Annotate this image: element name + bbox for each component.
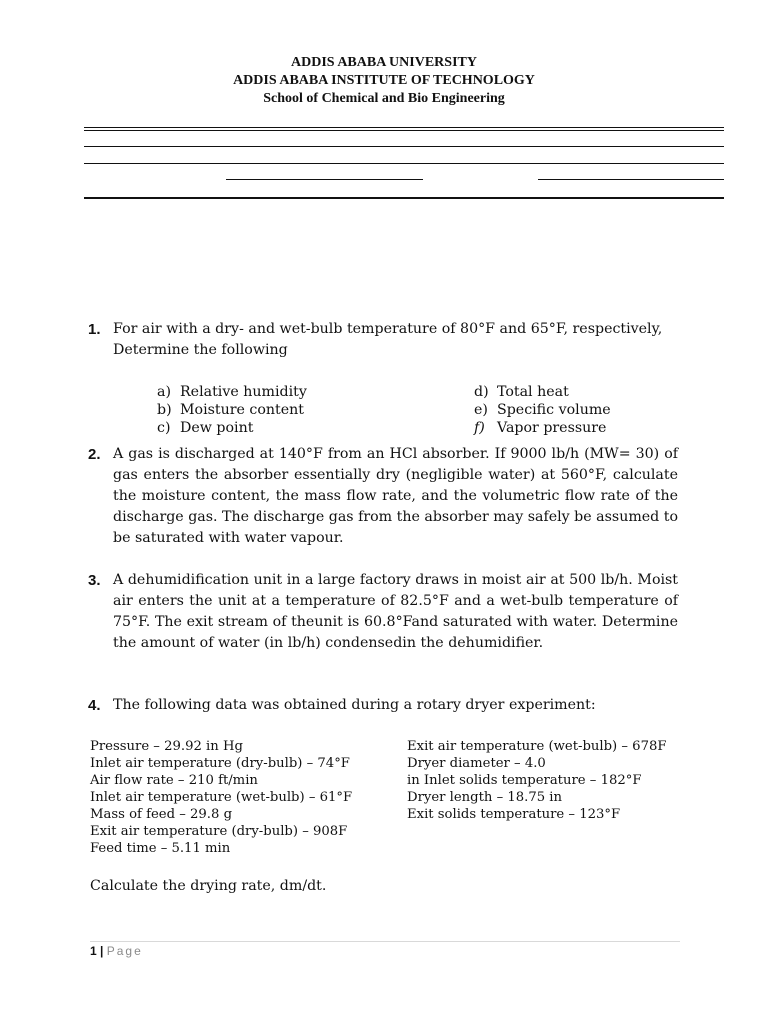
- data-item: Inlet air temperature (wet-bulb) – 61°F: [90, 790, 353, 805]
- question-text: The following data was obtained during a rotary dryer experiment:: [113, 697, 596, 713]
- school-name: School of Chemical and Bio Engineering: [263, 91, 505, 106]
- page-separator: |: [100, 944, 104, 958]
- question-1-part-e: e) Specific volume: [474, 402, 611, 418]
- page-word: Page: [106, 944, 143, 958]
- document-header: [0, 54, 768, 108]
- data-item: Exit solids temperature – 123°F: [407, 807, 621, 822]
- data-item: Pressure – 29.92 in Hg: [90, 739, 243, 754]
- data-item: Mass of feed – 29.8 g: [90, 807, 233, 822]
- data-item: Air flow rate – 210 ft/min: [90, 773, 258, 788]
- question-text: A dehumidification unit in a large factory draws in moist air at 500 lb/h. Moist air enters the unit at a temperature of 82.5°F and a wet-bulb temperature of 75°F. The exit stream of theunit is 60.8°Fand saturated with water. Determine the amount of water (in lb/h) condensedin the dehumidifier.: [113, 572, 678, 651]
- question-1-part-b: b) Moisture content: [157, 402, 304, 418]
- data-item: Inlet air temperature (dry-bulb) – 74°F: [90, 756, 350, 771]
- question-1-part-c: c) Dew point: [157, 420, 254, 436]
- experiment-data-right: [407, 738, 667, 823]
- question-1-part-d: d) Total heat: [474, 384, 569, 400]
- header-double-rule-top: [84, 127, 724, 128]
- question-text: A gas is discharged at 140°F from an HCl absorber. If 9000 lb/h (MW= 30) of gas enters the absorber essentially dry (negligible water) at 560°F, calculate the moisture content, the mass flow rate, and the volumetric flow rate of the discharge gas. The discharge gas from the absorber may safely be assumed to be saturated with water vapour.: [113, 446, 679, 546]
- question-number: 3.: [88, 572, 101, 589]
- experiment-data-left: [90, 738, 352, 857]
- question-1-part-a: a) Relative humidity: [157, 384, 307, 400]
- header-rule-2: [84, 146, 724, 147]
- question-1-part-f: f) Vapor pressure: [474, 420, 607, 436]
- id-blank-line: [538, 179, 724, 180]
- institute-name: ADDIS ABABA INSTITUTE OF TECHNOLOGY: [233, 73, 535, 88]
- header-double-rule-bottom: [84, 130, 724, 131]
- data-item: in Inlet solids temperature – 182°F: [407, 773, 642, 788]
- page-footer: [90, 944, 143, 958]
- data-item: Exit air temperature (wet-bulb) – 678F: [407, 739, 667, 754]
- name-blank-line: [226, 179, 423, 180]
- data-item: Dryer diameter – 4.0: [407, 756, 546, 771]
- data-item: Exit air temperature (dry-bulb) – 908F: [90, 824, 348, 839]
- question-4-closing: Calculate the drying rate, dm/dt.: [90, 878, 327, 894]
- question-number: 4.: [88, 697, 101, 714]
- header-thick-rule: [84, 197, 724, 199]
- footer-rule: [90, 941, 680, 942]
- data-item: Feed time – 5.11 min: [90, 841, 231, 856]
- question-text: For air with a dry- and wet-bulb temperature of 80°F and 65°F, respectively, Determine the following: [113, 321, 663, 358]
- university-name: ADDIS ABABA UNIVERSITY: [291, 55, 477, 70]
- page-number: 1: [90, 944, 97, 958]
- question-number: 2.: [88, 446, 101, 463]
- header-rule-3: [84, 163, 724, 164]
- question-number: 1.: [88, 321, 101, 338]
- data-item: Dryer length – 18.75 in: [407, 790, 563, 805]
